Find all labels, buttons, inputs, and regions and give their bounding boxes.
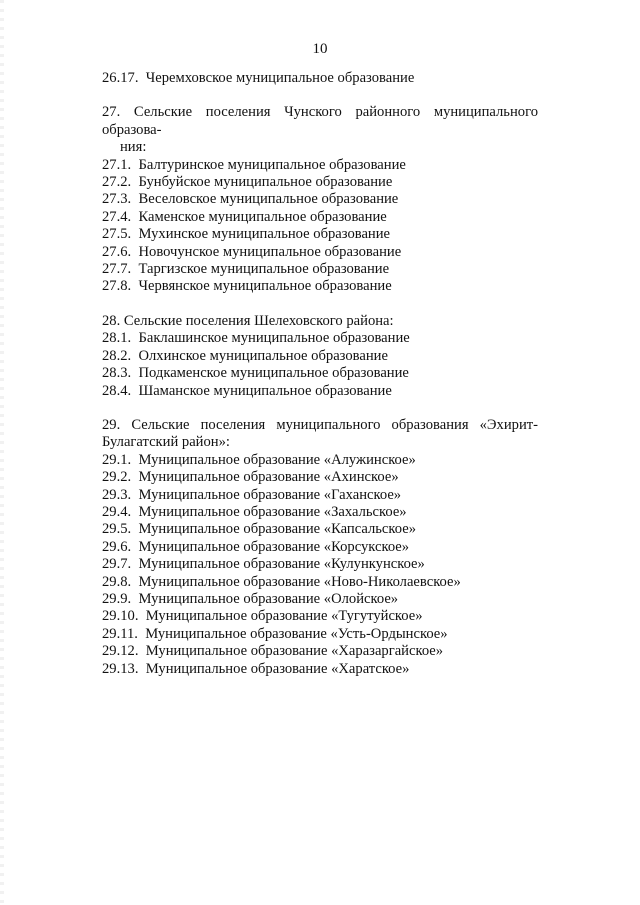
section-28 bbox=[102, 313, 538, 400]
list-item bbox=[102, 261, 538, 278]
item-text: Мухинское муниципальное образование bbox=[138, 226, 391, 243]
spacer bbox=[102, 296, 538, 313]
item-text: Баклашинское муниципальное образование bbox=[138, 330, 410, 347]
item-text: Муниципальное образование «Харатское» bbox=[145, 660, 410, 677]
item-text: Новочунское муниципальное образование bbox=[138, 243, 402, 260]
list-item bbox=[102, 244, 538, 261]
item-number: 27.2. bbox=[102, 174, 132, 191]
item-text: Муниципальное образование «Гаханское» bbox=[138, 486, 402, 503]
list-item bbox=[102, 70, 538, 87]
list-item bbox=[102, 209, 538, 226]
section-heading-continuation: ния: bbox=[120, 139, 147, 156]
item-number: 29.3. bbox=[102, 486, 132, 503]
section-29 bbox=[102, 417, 538, 678]
section-29-list bbox=[102, 452, 538, 678]
section-27 bbox=[102, 104, 538, 295]
list-item bbox=[102, 174, 538, 191]
list-item bbox=[102, 365, 538, 382]
item-text: Черемховское муниципальное образование bbox=[145, 70, 415, 86]
list-item bbox=[102, 452, 538, 469]
item-number: 29.11. bbox=[102, 625, 138, 642]
item-text: Олхинское муниципальное образование bbox=[138, 347, 388, 364]
item-number: 29.6. bbox=[102, 538, 132, 555]
list-item bbox=[102, 487, 538, 504]
item-number: 29.8. bbox=[102, 573, 132, 590]
spacer bbox=[102, 400, 538, 417]
list-item bbox=[102, 661, 538, 678]
spacer bbox=[102, 87, 538, 104]
document-body bbox=[102, 70, 538, 678]
list-item bbox=[102, 226, 538, 243]
list-item bbox=[102, 574, 538, 591]
section-heading: 29. Сельские поселения муниципального образования «Эхирит- bbox=[102, 416, 538, 433]
section-28-list bbox=[102, 330, 538, 400]
item-text: Каменское муниципальное образование bbox=[138, 208, 387, 225]
item-number: 28.3. bbox=[102, 365, 132, 382]
item-number: 27.4. bbox=[102, 208, 132, 225]
item-text: Муниципальное образование «Харазаргайское» bbox=[145, 643, 444, 660]
item-text: Муниципальное образование «Алужинское» bbox=[138, 451, 416, 468]
item-number: 29.5. bbox=[102, 521, 132, 538]
item-number: 29.1. bbox=[102, 451, 132, 468]
item-text: Муниципальное образование «Ахинское» bbox=[138, 469, 399, 486]
item-text: Бунбуйское муниципальное образование bbox=[138, 174, 393, 191]
list-item bbox=[102, 556, 538, 573]
list-item bbox=[102, 383, 538, 400]
item-text: Таргизское муниципальное образование bbox=[138, 261, 390, 278]
list-item bbox=[102, 157, 538, 174]
section-27-list bbox=[102, 157, 538, 296]
item-number: 26.17. bbox=[102, 70, 139, 86]
item-text: Червянское муниципальное образование bbox=[138, 278, 392, 295]
item-number: 27.5. bbox=[102, 226, 132, 243]
item-text: Муниципальное образование «Захальское» bbox=[138, 503, 407, 520]
section-heading: 27. Сельские поселения Чунского районного муниципального образова- bbox=[102, 104, 538, 138]
item-text: Муниципальное образование «Ново-Николаевское» bbox=[138, 573, 461, 590]
item-number: 29.4. bbox=[102, 503, 132, 520]
section-heading: 28. Сельские поселения Шелеховского района: bbox=[102, 312, 394, 329]
item-text: Подкаменское муниципальное образование bbox=[138, 365, 409, 382]
item-number: 29.12. bbox=[102, 643, 139, 660]
list-item bbox=[102, 348, 538, 365]
list-item bbox=[102, 608, 538, 625]
item-number: 28.1. bbox=[102, 330, 132, 347]
item-text: Муниципальное образование «Корсукское» bbox=[138, 538, 410, 555]
item-text: Муниципальное образование «Капсальское» bbox=[138, 521, 417, 538]
item-text: Балтуринское муниципальное образование bbox=[138, 156, 406, 173]
list-item bbox=[102, 504, 538, 521]
list-item bbox=[102, 330, 538, 347]
list-item bbox=[102, 539, 538, 556]
item-number: 29.2. bbox=[102, 469, 132, 486]
item-text: Веселовское муниципальное образование bbox=[138, 191, 399, 208]
page-number: 10 bbox=[312, 41, 328, 57]
item-number: 29.7. bbox=[102, 556, 132, 573]
item-text: Муниципальное образование «Тугутуйское» bbox=[145, 608, 423, 625]
list-item bbox=[102, 469, 538, 486]
item-text: Муниципальное образование «Кулункунское» bbox=[138, 556, 425, 573]
item-number: 29.9. bbox=[102, 590, 132, 607]
item-number: 27.1. bbox=[102, 156, 132, 173]
item-number: 27.3. bbox=[102, 191, 132, 208]
list-item bbox=[102, 191, 538, 208]
item-number: 27.7. bbox=[102, 261, 132, 278]
item-text: Муниципальное образование «Усть-Ордынское» bbox=[145, 625, 448, 642]
item-number: 29.13. bbox=[102, 660, 139, 677]
item-number: 28.4. bbox=[102, 382, 132, 399]
list-item bbox=[102, 278, 538, 295]
item-number: 27.8. bbox=[102, 278, 132, 295]
item-text: Шаманское муниципальное образование bbox=[138, 382, 392, 399]
item-number: 29.10. bbox=[102, 608, 139, 625]
list-item bbox=[102, 591, 538, 608]
list-item bbox=[102, 626, 538, 643]
scan-edge-marks bbox=[0, 0, 4, 905]
item-number: 27.6. bbox=[102, 243, 132, 260]
list-item bbox=[102, 643, 538, 660]
section-heading-continuation: Булагатский район»: bbox=[102, 434, 230, 451]
item-number: 28.2. bbox=[102, 347, 132, 364]
item-text: Муниципальное образование «Олойское» bbox=[138, 590, 399, 607]
list-item bbox=[102, 521, 538, 538]
